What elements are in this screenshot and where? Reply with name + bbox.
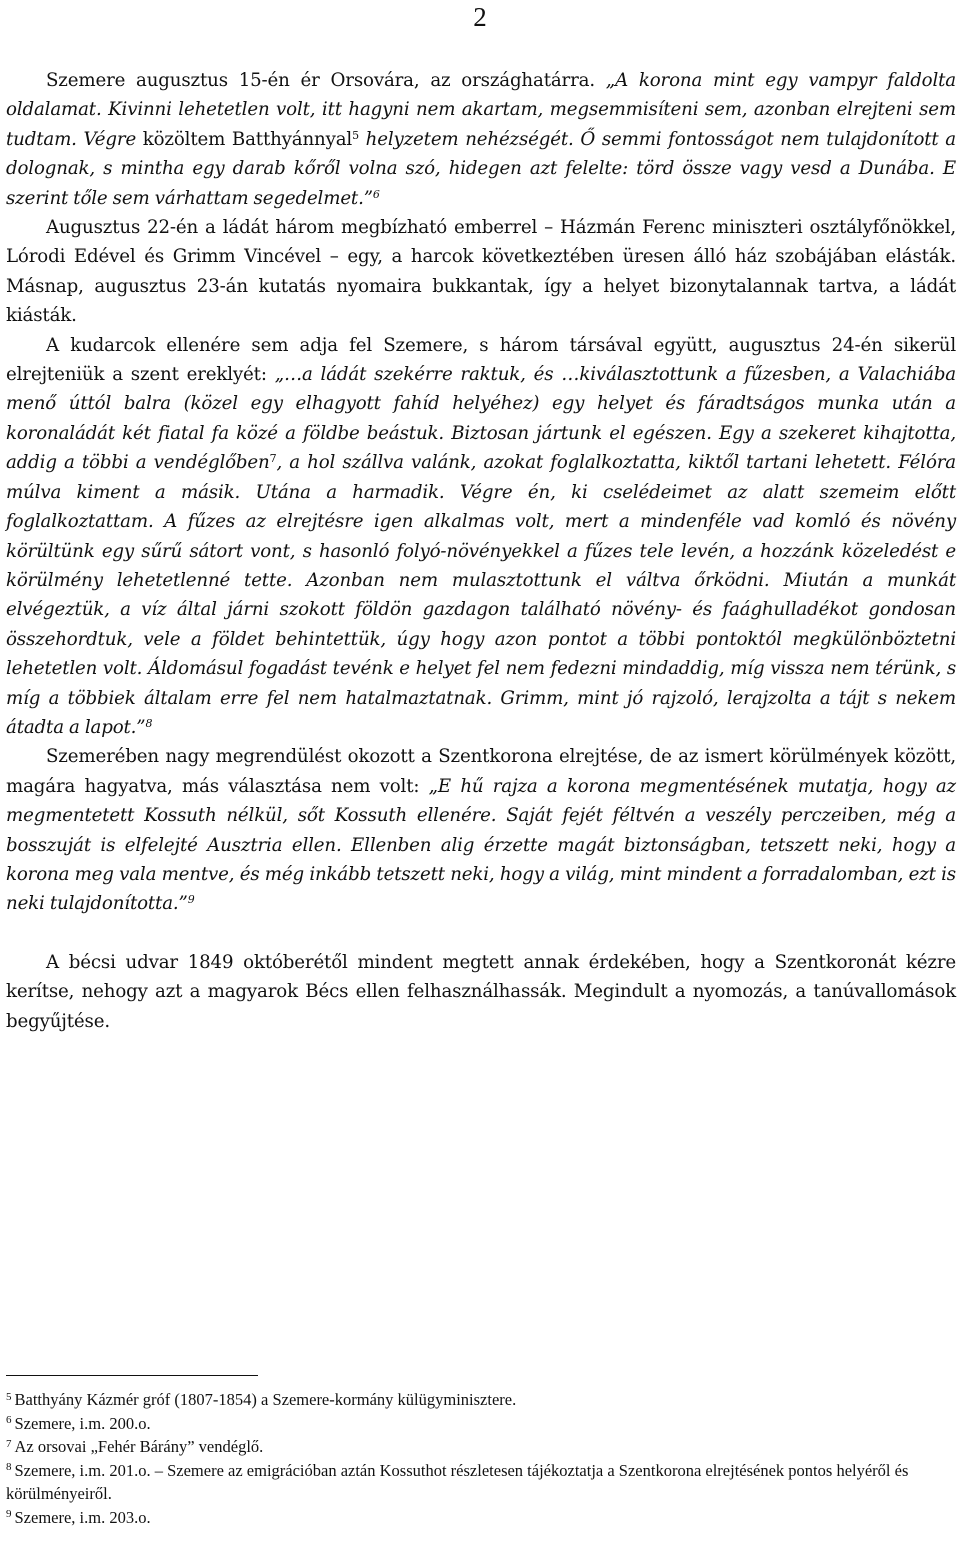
footnote-number: 6 [6, 1414, 12, 1427]
footnote [6, 1435, 956, 1459]
footnote [6, 1459, 956, 1506]
footnote-text: Szemere, i.m. 201.o. – Szemere az emigrációban aztán Kossuthot részletesen tájékoztatja a Szentkorona elrejtésének pontos helyéről és körülményeiről. [6, 1460, 909, 1504]
footnote-number: 9 [6, 1508, 12, 1521]
paragraph [6, 66, 956, 213]
footnote-separator [6, 1375, 258, 1376]
text-run: Augusztus 22-én a ládát három megbízható emberrel – Házmán Ferenc miniszteri osztályfőnökkel, Lórodi Edével és Grimm Vincével – egy, a harcok következtében üresen álló ház szobájában elásták. Másnap, augusztus 23-án kutatás nyomaira bukkantak, így a helyet bizonytalannak tartva, a ládát kiásták. [6, 217, 956, 327]
text-run: A kudarcok ellenére sem adja fel Szemere, s három társával együtt, augusztus 24-én sikerül elrejteniük a szent ereklyét: [6, 334, 956, 386]
paragraph [6, 742, 956, 918]
body-text [6, 66, 956, 1036]
footnote-text: Batthyány Kázmér gróf (1807-1854) a Szemere-kormány külügyminisztere. [14, 1390, 517, 1409]
text-run: A bécsi udvar 1849 októberétől mindent megtett annak érdekében, hogy a Szentkoronát kézre kerítse, nehogy azt a magyarok Bécs ellen felhasználhassák. Megindult a nyomozás, a tanúvallomások begyűjtése. [6, 951, 956, 1032]
footnote-reference: 9 [187, 893, 195, 907]
quotation: „A korona mint egy vampyr faldolta oldalamat. Kivinni lehetetlen volt, itt hagyni nem akartam, megsemmisíteni sem, azonban elrejteni sem tudtam. Végre [6, 70, 957, 150]
page-number: 2 [473, 2, 487, 32]
quotation: , a hol szállva valánk, azokat foglalkoztatta, kiktől tartani lehetett. Félóra múlva kiment a másik. Utána a harmadik. Végre én, ki cselédeimet az alatt szemeim előtt foglalkoztattam. A fűzes az elrejtésre igen alkalmas volt, mert a mindenféle vad komló és növény körültünk egy sűrű sátort vont, s hasonló folyó-növényekkel a fűzes tele levén, a hozzánk közeledést e körülmény lehetetlenné tette. Azonban nem mulasztottunk el váltva őrködni. Miután a munkát elvégeztük, a víz által járni szokott földön gazdagon található növény- és faághulladékot gondosan összehordtuk, vele a földet behintettük, úgy hogy azon pontot a többi pontoktól megkülönböztetni lehetetlen volt. Áldomásul fogadást tevénk e helyet fel nem fedezni mindaddig, míg vissza nem térünk, s míg a többiek általam erre fel nem hatalmaztatnak. Grimm, mint jó rajzoló, lerajzolta a tájt s nekem átadta a lapot.” [6, 452, 956, 738]
footnote [6, 1388, 956, 1412]
footnotes [6, 1388, 956, 1530]
paragraph [6, 331, 956, 743]
paragraph [6, 948, 956, 1036]
text-run: közöltem Batthyánnyal [136, 128, 353, 150]
text-run: Szemerében nagy megrendülést okozott a Szentkorona elrejtése, de az ismert körülmények között, magára hagyatva, más választása nem volt: [6, 746, 956, 797]
quotation: helyzetem nehézségét. Ő semmi fontosságot nem tulajdonított a dolognak, s mintha egy darab kőről volna szó, hidegen azt felelte: törd össze vagy vesd a Dunába. E szerint tőle sem várhattam segedelmet.” [6, 128, 956, 209]
footnote-text: Az orsovai „Fehér Bárány” vendéglő. [14, 1437, 264, 1457]
footnote-text: Szemere, i.m. 203.o. [14, 1507, 151, 1527]
footnote-reference: 8 [145, 716, 153, 730]
footnote-number: 7 [6, 1437, 12, 1450]
footnote-text: Szemere, i.m. 200.o. [14, 1413, 151, 1433]
footnote-number: 8 [6, 1461, 12, 1474]
text-run: Szemere augusztus 15-én ér Orsovára, az országhatárra. [46, 70, 606, 91]
footnote-reference: 5 [352, 128, 359, 142]
footnote [6, 1412, 956, 1436]
footnote [6, 1506, 956, 1530]
footnote-reference: 7 [269, 452, 277, 466]
footnote-reference: 6 [372, 187, 380, 201]
quotation: „E hű rajza a korona megmentésének mutatja, hogy az megmentetett Kossuth nélkül, sőt Kossuth ellenére. Saját fejét féltvén a veszély perczeiben, még a bosszuját is elfelejté Ausztria ellen. Ellenben alig érzette magát biztonságban, tetszett neki, hogy a korona meg vala mentve, és még inkább tetszett neki, hogy a világ, mint mindent a forradalomban, ezt is neki tulajdonította.” [6, 775, 956, 915]
paragraph [6, 213, 956, 331]
footnote-number: 5 [6, 1390, 12, 1403]
quotation: „…a ládát szekérre raktuk, és …kiválasztottunk a fűzesben, a Valachiába menő úttól balra (közel egy elhagyott fahíd helyéhez) egy helyet és fáradtságos munka után a koronaládát két fiatal fa közé a földbe beástuk. Biztosan jártunk el egészen. Egy a szekeret kihajtotta, addig a többi a vendéglőben [6, 364, 957, 474]
